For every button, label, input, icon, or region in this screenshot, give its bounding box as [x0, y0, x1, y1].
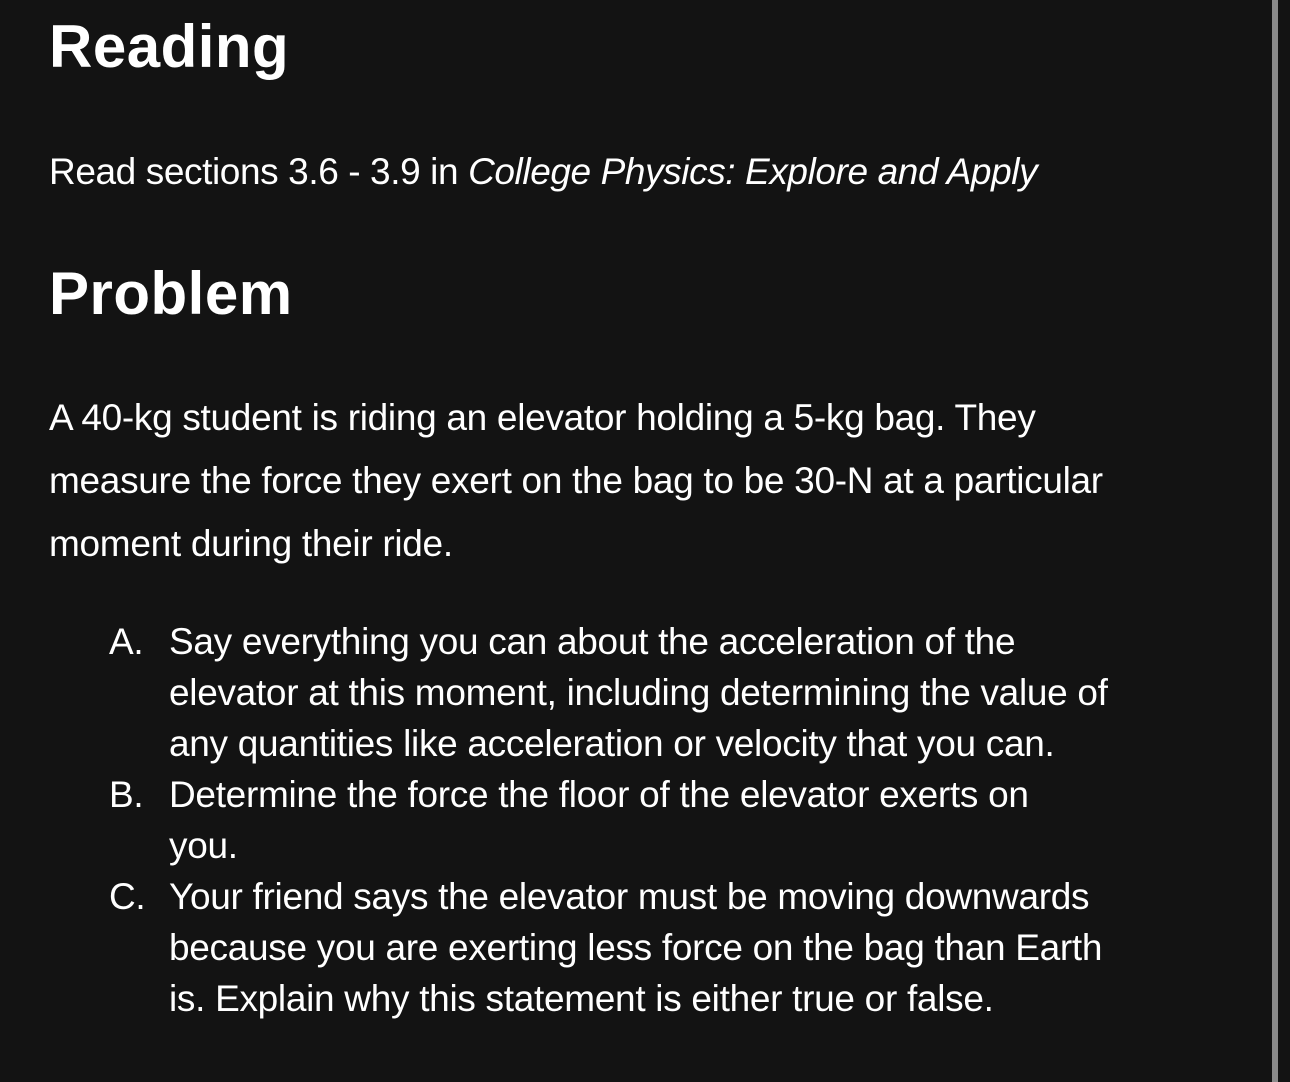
problem-statement — [49, 386, 1249, 575]
book-title: College Physics: Explore and Apply — [468, 151, 1038, 192]
part-line: you. — [169, 825, 238, 866]
part-marker: A. — [109, 621, 144, 662]
problem-line: A 40-kg student is riding an elevator holding a 5-kg bag. They — [49, 397, 1036, 438]
part-line: elevator at this moment, including determining the value of — [169, 672, 1108, 713]
problem-parts-list — [109, 616, 1249, 1024]
problem-part-c — [109, 871, 1249, 1024]
reading-prefix: Read sections 3.6 - 3.9 in — [49, 151, 469, 192]
part-marker: B. — [109, 774, 144, 815]
part-line: Your friend says the elevator must be moving downwards — [169, 876, 1090, 917]
part-line: because you are exerting less force on the bag than Earth — [169, 927, 1103, 968]
vertical-scrollbar[interactable] — [1272, 0, 1278, 1082]
part-line: Say everything you can about the acceleration of the — [169, 621, 1016, 662]
problem-line: measure the force they exert on the bag to be 30-N at a particular — [49, 460, 1103, 501]
part-line: any quantities like acceleration or velocity that you can. — [169, 723, 1055, 764]
part-line: is. Explain why this statement is either true or false. — [169, 978, 994, 1019]
part-line: Determine the force the floor of the elevator exerts on — [169, 774, 1029, 815]
problem-part-b — [109, 769, 1249, 871]
part-marker: C. — [109, 876, 146, 917]
reading-instructions — [49, 150, 1037, 194]
problem-heading: Problem — [49, 260, 293, 327]
problem-line: moment during their ride. — [49, 523, 453, 564]
reading-heading: Reading — [49, 13, 290, 80]
problem-part-a — [109, 616, 1249, 769]
